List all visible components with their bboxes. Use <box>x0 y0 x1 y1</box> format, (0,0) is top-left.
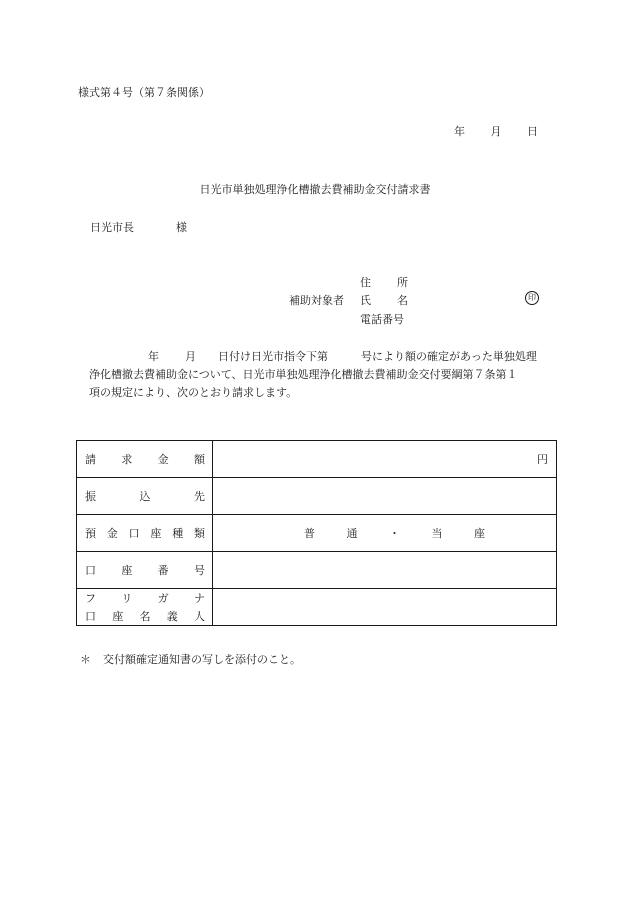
document-title: 日光市単独処理浄化槽撤去費補助金交付請求書 <box>199 183 431 196</box>
option-char: 座 <box>474 527 485 540</box>
body-line-1-suffix: 号により額の確定があった単独処理 <box>361 350 537 363</box>
account-holder-label <box>85 608 205 624</box>
label-char: 預 <box>85 527 96 540</box>
body-year-label: 年 <box>148 350 159 363</box>
account-number-value-cell[interactable] <box>213 552 557 589</box>
label-char: 求 <box>121 453 133 466</box>
label-char: 人 <box>194 610 205 623</box>
body-line-3: 項の規定により、次のとおり請求します。 <box>89 386 298 399</box>
addressee-name: 日光市長 <box>90 221 134 234</box>
label-char: 種 <box>172 527 184 540</box>
footnote-text: 交付額確定通知書の写しを添付のこと。 <box>103 653 301 666</box>
label-char: 座 <box>112 610 124 623</box>
account-type-value-cell[interactable] <box>213 515 557 552</box>
label-char: 額 <box>193 453 205 466</box>
label-char: 請 <box>85 453 96 466</box>
label-char: リ <box>121 592 133 605</box>
label-char: 義 <box>166 610 178 623</box>
phone-label: 電話番号 <box>360 313 404 326</box>
footnote-marker: ＊ <box>80 653 91 666</box>
holder-value-cell[interactable] <box>213 589 557 626</box>
label-char: 口 <box>128 527 140 540</box>
address-label-char: 所 <box>397 276 408 289</box>
table-row <box>77 552 557 589</box>
address-label-char: 住 <box>360 276 371 289</box>
body-month-label: 月 <box>185 350 196 363</box>
label-char: 金 <box>106 527 118 540</box>
transfer-label <box>85 488 205 504</box>
amount-unit: 円 <box>537 453 548 466</box>
account-number-label-cell <box>77 552 213 589</box>
name-label-char: 名 <box>397 294 408 307</box>
table-row <box>77 478 557 515</box>
label-char: 番 <box>157 564 169 577</box>
body-text <box>89 348 559 402</box>
applicant-label: 補助対象者 <box>289 294 344 307</box>
form-number: 様式第４号（第７条関係） <box>78 86 210 99</box>
account-type-label-cell <box>77 515 213 552</box>
label-char: 座 <box>150 527 162 540</box>
request-table <box>76 440 557 626</box>
footnote <box>80 651 301 667</box>
table-row <box>77 515 557 552</box>
label-char: 口 <box>85 610 96 623</box>
seal-icon: 印 <box>525 291 539 305</box>
body-line-1 <box>89 348 559 366</box>
amount-value-cell[interactable] <box>213 441 557 478</box>
option-char: 普 <box>304 527 315 540</box>
option-char: 通 <box>346 527 358 540</box>
table-row <box>77 441 557 478</box>
transfer-value-cell[interactable] <box>213 478 557 515</box>
date-day-label: 日 <box>527 125 538 138</box>
label-char: 込 <box>139 490 151 503</box>
transfer-label-cell <box>77 478 213 515</box>
date-month-label: 月 <box>490 125 502 138</box>
body-line-2: 浄化槽撤去費補助金について、日光市単独処理浄化槽撤去費補助金交付要綱第７条第１ <box>89 368 518 381</box>
name-label <box>360 292 408 308</box>
label-char: 金 <box>157 453 169 466</box>
label-char: ナ <box>193 592 205 605</box>
option-char: ・ <box>389 527 400 540</box>
address-label <box>360 274 408 290</box>
label-char: 先 <box>194 490 205 503</box>
account-number-label <box>85 562 205 578</box>
account-type-label <box>85 525 205 541</box>
addressee <box>90 219 187 235</box>
addressee-honorific: 様 <box>176 221 187 234</box>
table-row <box>77 589 557 626</box>
label-char: 名 <box>139 610 151 623</box>
holder-label-cell <box>77 589 213 626</box>
amount-label <box>85 451 205 467</box>
name-label-char: 氏 <box>360 294 371 307</box>
label-char: 号 <box>193 564 205 577</box>
label-char: 類 <box>193 527 205 540</box>
label-char: 口 <box>85 564 96 577</box>
date-line <box>454 123 538 139</box>
body-day-reference: 日付け日光市指令下第 <box>218 350 328 363</box>
furigana-label <box>85 590 205 606</box>
label-char: ガ <box>157 592 169 605</box>
label-char: フ <box>85 592 96 605</box>
account-type-options <box>304 525 485 541</box>
holder-label <box>85 590 205 624</box>
date-year-label: 年 <box>454 125 465 138</box>
label-char: 振 <box>85 490 96 503</box>
label-char: 座 <box>121 564 133 577</box>
amount-label-cell <box>77 441 213 478</box>
option-char: 当 <box>431 527 443 540</box>
